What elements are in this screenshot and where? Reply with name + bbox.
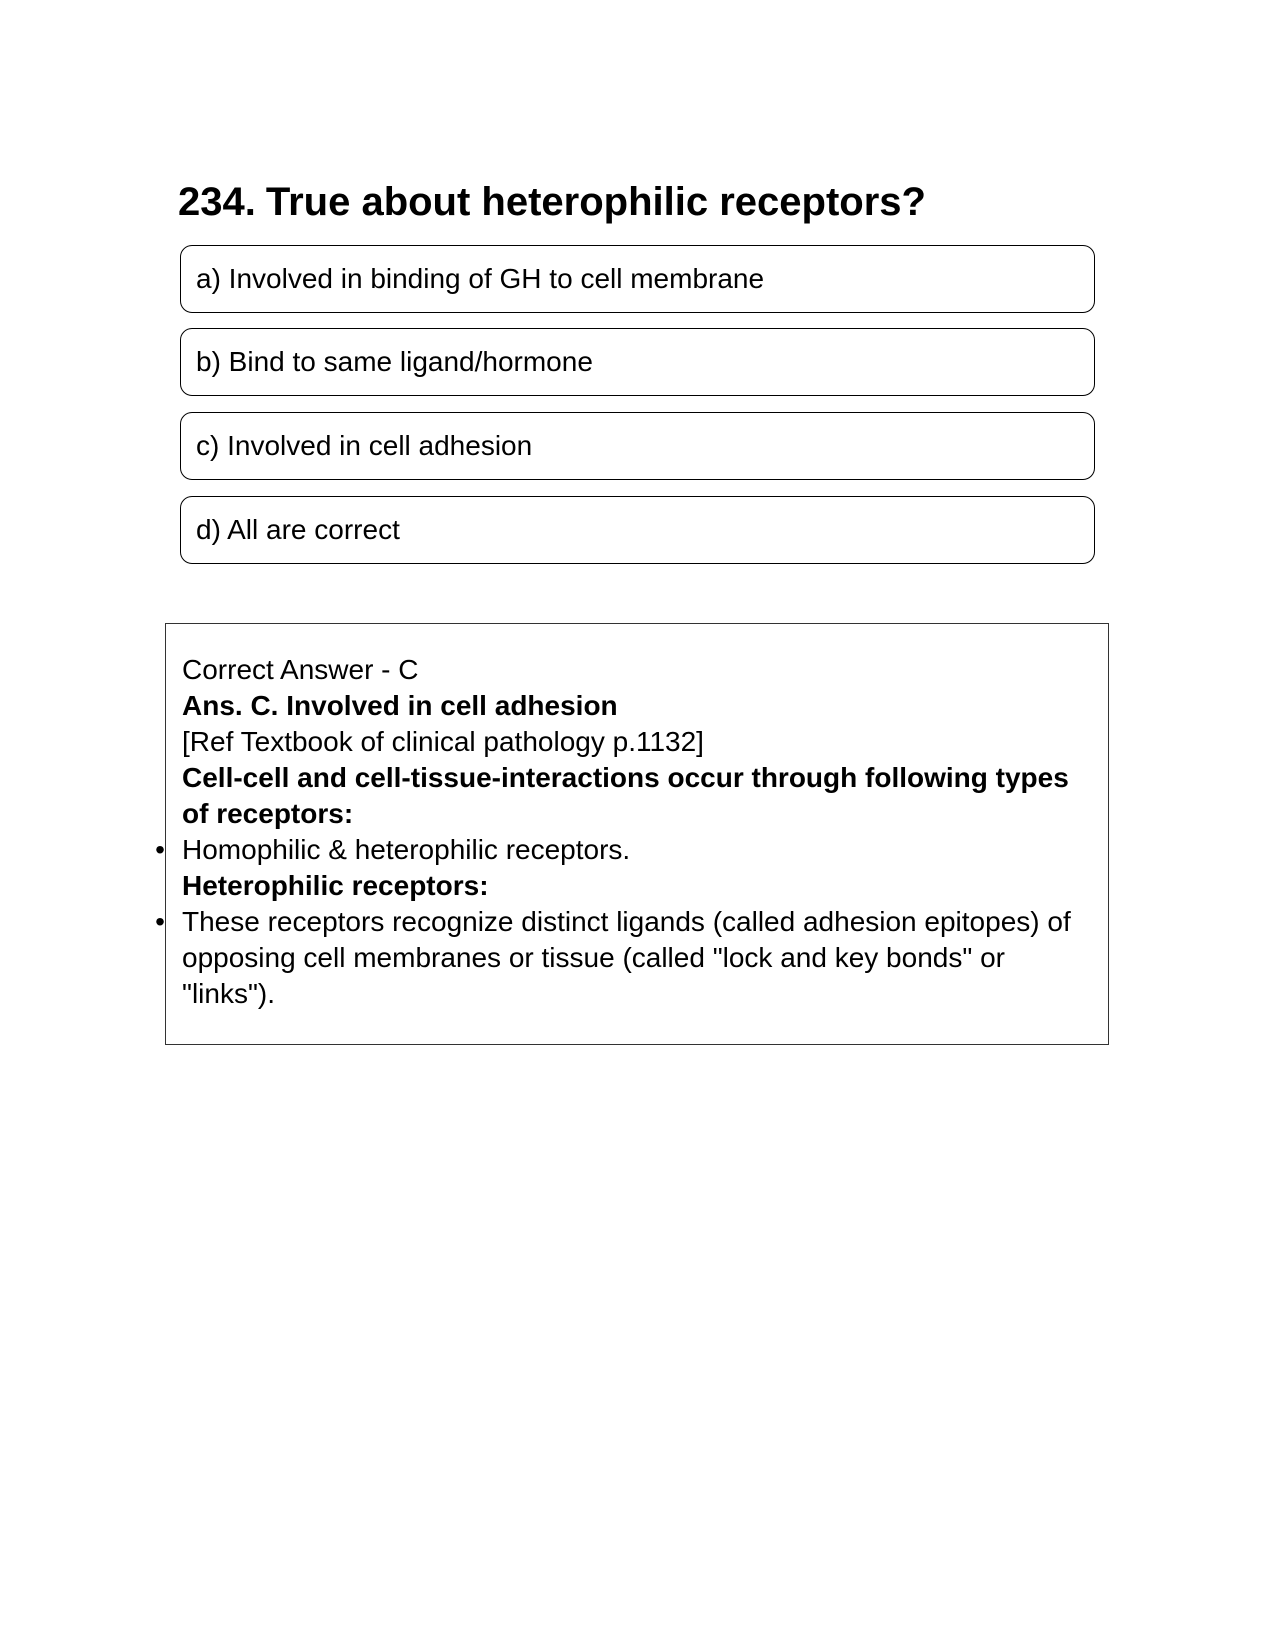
- bullet-item-homophilic: [155, 832, 1092, 868]
- option-d[interactable]: d) All are correct: [180, 496, 1095, 564]
- receptor-types-heading: Cell-cell and cell-tissue-interactions occur through following types of receptors:: [182, 762, 1069, 829]
- question-number: 234.: [178, 180, 256, 224]
- option-c[interactable]: c) Involved in cell adhesion: [180, 412, 1095, 480]
- correct-answer-line: Correct Answer - C: [182, 654, 419, 685]
- answer-explanation: [155, 652, 1092, 1012]
- question-title: [178, 178, 926, 226]
- reference: [Ref Textbook of clinical pathology p.1132]: [182, 726, 704, 757]
- bullet-icon: •: [155, 834, 165, 865]
- option-b[interactable]: b) Bind to same ligand/hormone: [180, 328, 1095, 396]
- answer-title: Ans. C. Involved in cell adhesion: [182, 690, 618, 721]
- bullet-icon: •: [155, 906, 165, 937]
- bullet-item-ligands: [155, 904, 1092, 1012]
- option-a[interactable]: a) Involved in binding of GH to cell membrane: [180, 245, 1095, 313]
- bullet-text: These receptors recognize distinct ligands (called adhesion epitopes) of opposing cell membranes or tissue (called "lock and key bonds" or "links").: [182, 906, 1071, 1009]
- question-text: True about heterophilic receptors?: [265, 180, 926, 224]
- heterophilic-heading: Heterophilic receptors:: [182, 870, 489, 901]
- bullet-text: Homophilic & heterophilic receptors.: [182, 834, 631, 865]
